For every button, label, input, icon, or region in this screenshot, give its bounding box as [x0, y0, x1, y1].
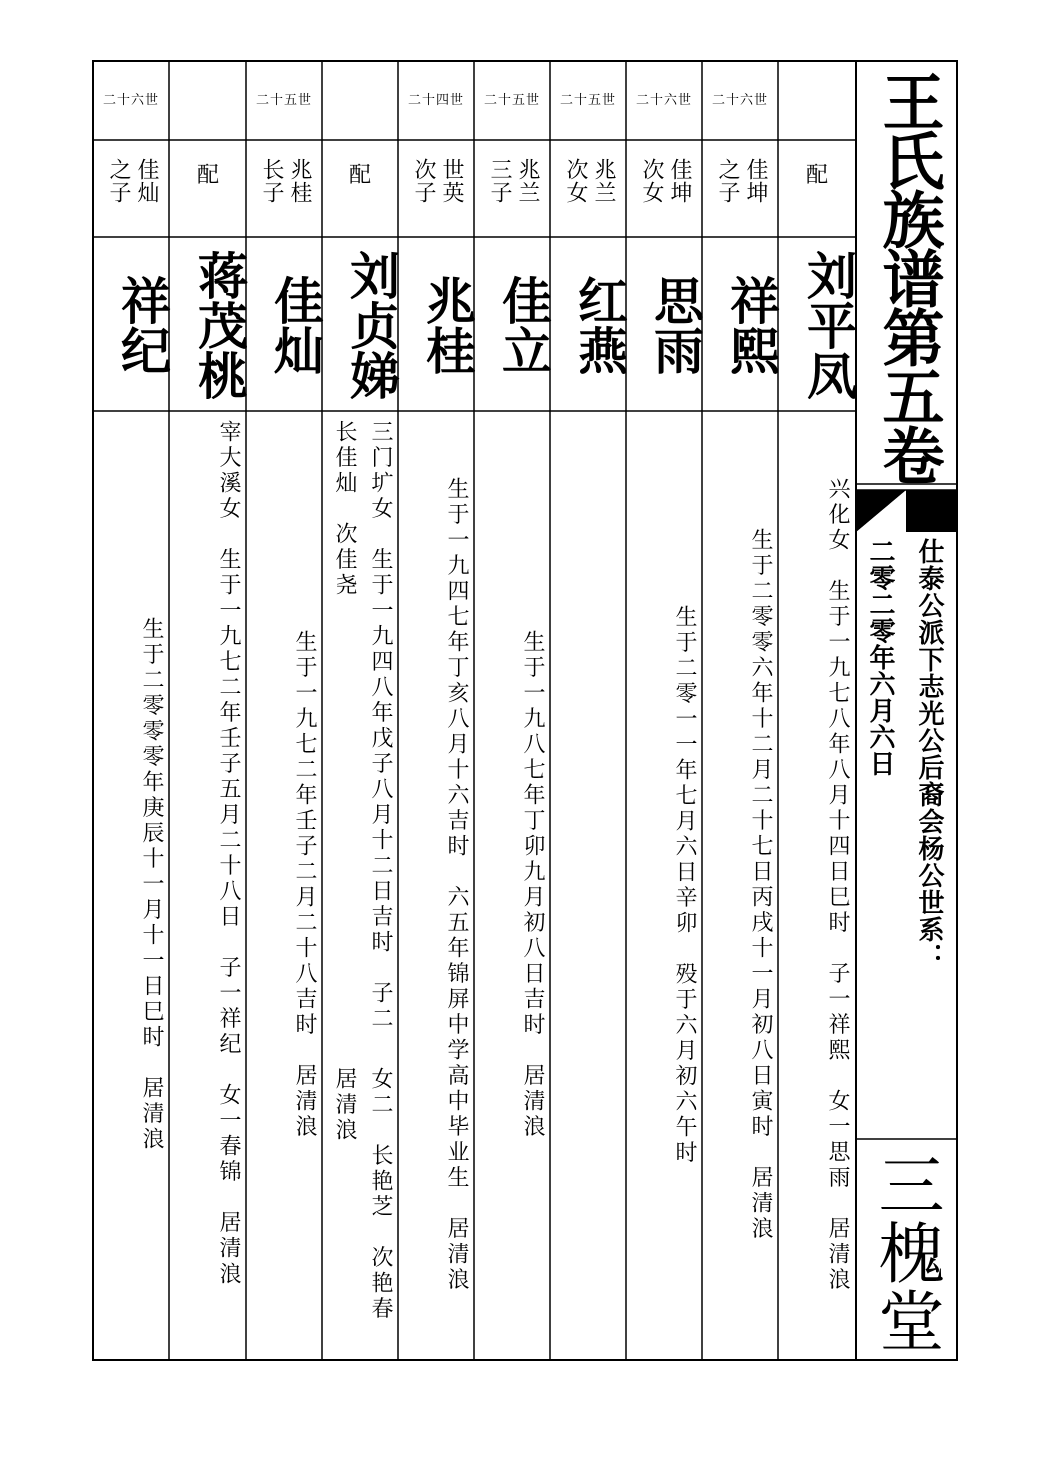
relation-type: 次子: [411, 158, 436, 204]
hall-name: 三槐堂: [867, 1151, 944, 1355]
person-detail: 生于一九四七年丁亥八月十六吉时 六五年锦屏中学高中毕业生 居清浪: [444, 477, 469, 1293]
person-name: 祥熙: [722, 275, 780, 375]
person-detail: 兴化女 生于一九七八年八月十四日巳时 子一祥熙 女一思雨 居清浪: [825, 477, 850, 1293]
generation-label: 二十五世: [559, 93, 616, 108]
relation-text: 配: [348, 163, 371, 188]
person-name: 佳灿: [266, 275, 324, 375]
generation-label: 二十五世: [255, 93, 312, 108]
relation-type: 次女: [639, 158, 664, 204]
relation-type: 次女: [563, 158, 588, 204]
person-detail: 三门圹女 生于一九四八年戊子八月十二日吉时 子二 长佳灿 次佳尧 女二 长艳芝 次艳春 居清浪: [332, 420, 393, 1348]
person-detail: 生于二零一一年七月六日辛卯 殁于六月初六午时: [672, 604, 697, 1166]
generation-label: 二十六世: [102, 93, 159, 108]
relation-cell: [702, 158, 778, 220]
person-detail: 生于一九七二年壬子二月二十八吉时 居清浪: [292, 630, 317, 1140]
generation-label: [779, 86, 855, 116]
person-detail: 生于二零零零年庚辰十一月十一日巳时 居清浪: [139, 617, 164, 1153]
relation-parent: 兆兰: [515, 158, 540, 204]
generation-label: [322, 86, 398, 116]
person-name: 蒋茂桃: [190, 250, 248, 400]
generation-label: 二十五世: [483, 93, 540, 108]
relation-cell: [322, 158, 398, 220]
person-name: 刘贞娣: [342, 250, 400, 400]
relation-cell: [246, 158, 322, 220]
relation-parent: 佳坤: [667, 158, 692, 204]
relation-cell: [626, 158, 702, 220]
book-title: 王氏族谱第五卷: [872, 69, 945, 483]
person-name: 佳立: [494, 275, 552, 375]
generation-label: 二十六世: [711, 93, 768, 108]
relation-parent: 兆兰: [591, 158, 616, 204]
person-name: 刘平凤: [799, 250, 857, 400]
relation-type: 三子: [487, 158, 512, 204]
person-detail: 宰大溪女 生于一九七二年壬子五月二十八日 子一祥纪 女一春锦 居清 浪: [216, 420, 241, 1287]
lineage-heading: 仕泰公派下志光公后裔会杨公世系：: [914, 538, 944, 970]
compile-date: 二零二零年六月六日: [865, 538, 895, 777]
person-detail: 生于二零零六年十二月二十七日丙戌十一月初八日寅时 居清浪: [748, 528, 773, 1242]
person-name: 兆桂: [418, 275, 476, 375]
relation-text: 配: [805, 163, 828, 188]
relation-cell: [170, 158, 246, 220]
person-name: 思雨: [646, 275, 704, 375]
relation-cell: [398, 158, 474, 220]
relation-cell: [550, 158, 626, 220]
relation-type: 长子: [259, 158, 284, 204]
relation-type: 之子: [715, 158, 740, 204]
relation-cell: [474, 158, 550, 220]
generation-label: 二十四世: [407, 93, 464, 108]
generation-label: 二十六世: [635, 93, 692, 108]
person-name: 红燕: [570, 275, 628, 375]
relation-cell: [93, 158, 169, 220]
relation-parent: 兆桂: [287, 158, 312, 204]
person-detail: 生于一九八七年丁卯九月初八日吉时 居清浪: [520, 630, 545, 1140]
relation-type: 之子: [106, 158, 131, 204]
person-name: 祥纪: [113, 275, 171, 375]
relation-parent: 世英: [439, 158, 464, 204]
relation-parent: 佳坤: [743, 158, 768, 204]
relation-cell: [779, 158, 855, 220]
relation-text: 配: [196, 163, 219, 188]
relation-parent: 佳灿: [134, 158, 159, 204]
generation-label: [170, 86, 246, 116]
